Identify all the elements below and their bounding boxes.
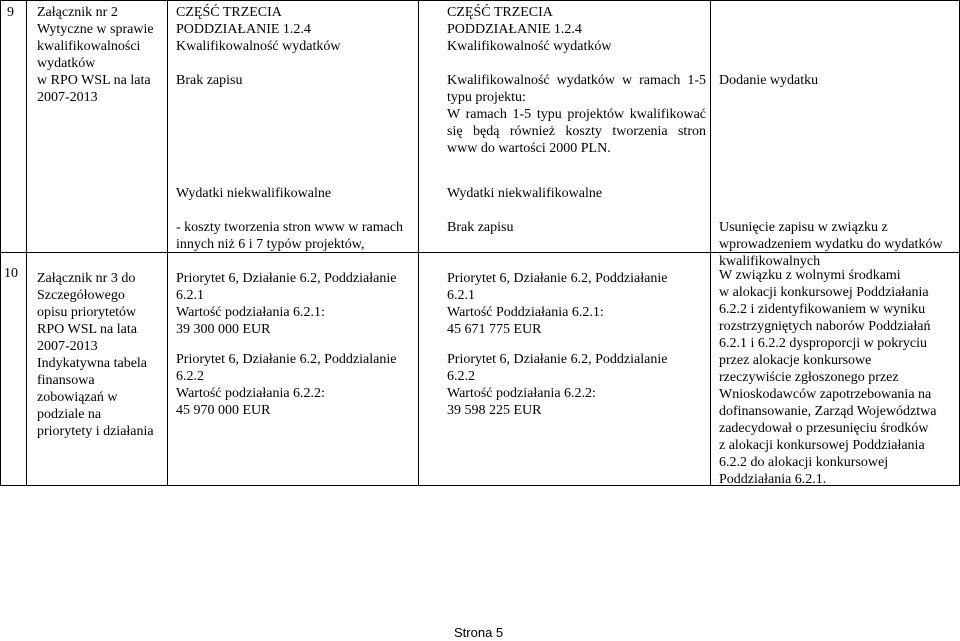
- justification-line: dofinansowanie, Zarząd Województwa: [719, 404, 937, 419]
- justification-line: przez alokacje konkursowe: [719, 353, 872, 368]
- proposed-allocation-line: 6.2.2: [447, 369, 475, 384]
- current-text-line: innych niż 6 i 7 typów projektów,: [176, 237, 365, 252]
- proposed-allocation-line: 45 671 775 EUR: [447, 322, 542, 337]
- proposed-allocation-line: Priorytet 6, Działanie 6.2, Poddziałanie: [447, 271, 668, 286]
- justification-line: Wnioskodawców zapotrzebowania na: [719, 387, 932, 402]
- justification-line: zadecydował o przesunięciu środków: [719, 421, 929, 436]
- page-number: Strona 5: [454, 625, 504, 640]
- document-reference-line: Załącznik nr 3 do: [37, 271, 136, 286]
- document-reference-line: Wytyczne w sprawie: [37, 22, 154, 37]
- justification-line: 6.2.2 i zidentyfikowaniem w wyniku: [719, 302, 926, 317]
- current-subsection-heading: Wydatki niekwalifikowalne: [176, 186, 332, 201]
- document-reference-line: RPO WSL na lata: [37, 322, 137, 337]
- proposed-text: Brak zapisu: [447, 220, 514, 235]
- document-reference-line: 2007-2013: [37, 90, 98, 105]
- document-reference-line: 2007-2013: [37, 339, 98, 354]
- proposed-part-heading: CZĘŚĆ TRZECIA: [447, 5, 553, 20]
- proposed-subsection-heading: Wydatki niekwalifikowalne: [447, 186, 603, 201]
- proposed-allocation-line: 6.2.1: [447, 288, 475, 303]
- current-allocation-line: Wartość podziałania 6.2.2:: [176, 386, 325, 401]
- proposed-text-line: się będą również koszty tworzenia stron: [447, 124, 706, 139]
- proposed-allocation-line: Wartość podziałania 6.2.2:: [447, 386, 596, 401]
- document-reference-line: wydatków: [37, 56, 96, 71]
- document-reference-line: kwalifikowalności: [37, 39, 141, 54]
- current-allocation-line: 45 970 000 EUR: [176, 403, 271, 418]
- justification-line: 6.2.2 do alokacji konkursowej: [719, 455, 889, 470]
- table-left-border: [0, 0, 1, 486]
- current-subaction-heading: PODDZIAŁANIE 1.2.4: [176, 22, 311, 37]
- justification-line: w alokacji konkursowej Poddziałania: [719, 285, 929, 300]
- justification-line: Poddziałania 6.2.1.: [719, 472, 827, 487]
- current-section-name: Kwalifikowalność wydatków: [176, 39, 341, 54]
- proposed-subaction-heading: PODDZIAŁANIE 1.2.4: [447, 22, 582, 37]
- proposed-text-line: Kwalifikowalność wydatków w ramach 1-5: [447, 73, 706, 88]
- col-divider-2: [418, 0, 419, 486]
- proposed-section-name: Kwalifikowalność wydatków: [447, 39, 612, 54]
- document-reference-line: opisu priorytetów: [37, 305, 137, 320]
- proposed-allocation-line: Priorytet 6, Działanie 6.2, Poddzialanie: [447, 352, 668, 367]
- justification-line: Usunięcie zapisu w związku z: [719, 220, 888, 235]
- current-allocation-line: 6.2.2: [176, 369, 204, 384]
- current-allocation-line: Wartość podziałania 6.2.1:: [176, 305, 325, 320]
- document-reference-line: zobowiązań w: [37, 390, 118, 405]
- justification-line: rzeczywiście zgłoszonego przez: [719, 370, 899, 385]
- col-divider-3: [710, 0, 711, 486]
- current-allocation-line: 6.2.1: [176, 288, 204, 303]
- col-divider-1: [167, 0, 168, 486]
- current-text: Brak zapisu: [176, 73, 243, 88]
- document-reference-line: priorytety i działania: [37, 424, 154, 439]
- proposed-text-line: www do wartości 2000 PLN.: [447, 141, 611, 156]
- document-reference-line: Załącznik nr 2: [37, 5, 118, 20]
- current-allocation-line: Priorytet 6, Działanie 6.2, Poddzialanie: [176, 352, 397, 367]
- row-number: 10: [4, 266, 18, 281]
- current-text-line: - koszty tworzenia stron www w ramach: [176, 220, 404, 235]
- justification-text: Dodanie wydatku: [719, 73, 819, 88]
- table-top-border: [0, 0, 960, 1]
- document-reference-line: podziale na: [37, 407, 102, 422]
- current-allocation-line: 39 300 000 EUR: [176, 322, 271, 337]
- document-reference-line: w RPO WSL na lata: [37, 73, 151, 88]
- proposed-text-line: W ramach 1-5 typu projektów kwalifikować: [447, 107, 706, 122]
- document-reference-line: finansowa: [37, 373, 95, 388]
- justification-line: wprowadzeniem wydatku do wydatków: [719, 237, 943, 252]
- proposed-allocation-line: Wartość Poddziałania 6.2.1:: [447, 305, 604, 320]
- justification-line: kwalifikowalnych: [719, 254, 821, 269]
- current-part-heading: CZĘŚĆ TRZECIA: [176, 5, 282, 20]
- proposed-text-line: typu projektu:: [447, 90, 526, 105]
- current-allocation-line: Priorytet 6, Działanie 6.2, Poddziałanie: [176, 271, 397, 286]
- col-divider-num: [26, 0, 27, 486]
- document-reference-line: Indykatywna tabela: [37, 356, 148, 371]
- justification-line: W związku z wolnymi środkami: [719, 268, 901, 283]
- justification-line: rozstrzygniętych naborów Poddziałań: [719, 319, 931, 334]
- document-reference-line: Szczegółowego: [37, 288, 125, 303]
- proposed-allocation-line: 39 598 225 EUR: [447, 403, 542, 418]
- justification-line: 6.2.1 i 6.2.2 dysproporcji w pokryciu: [719, 336, 928, 351]
- row-number: 9: [7, 5, 14, 20]
- justification-line: z alokacji konkursowej Poddziałania: [719, 438, 925, 453]
